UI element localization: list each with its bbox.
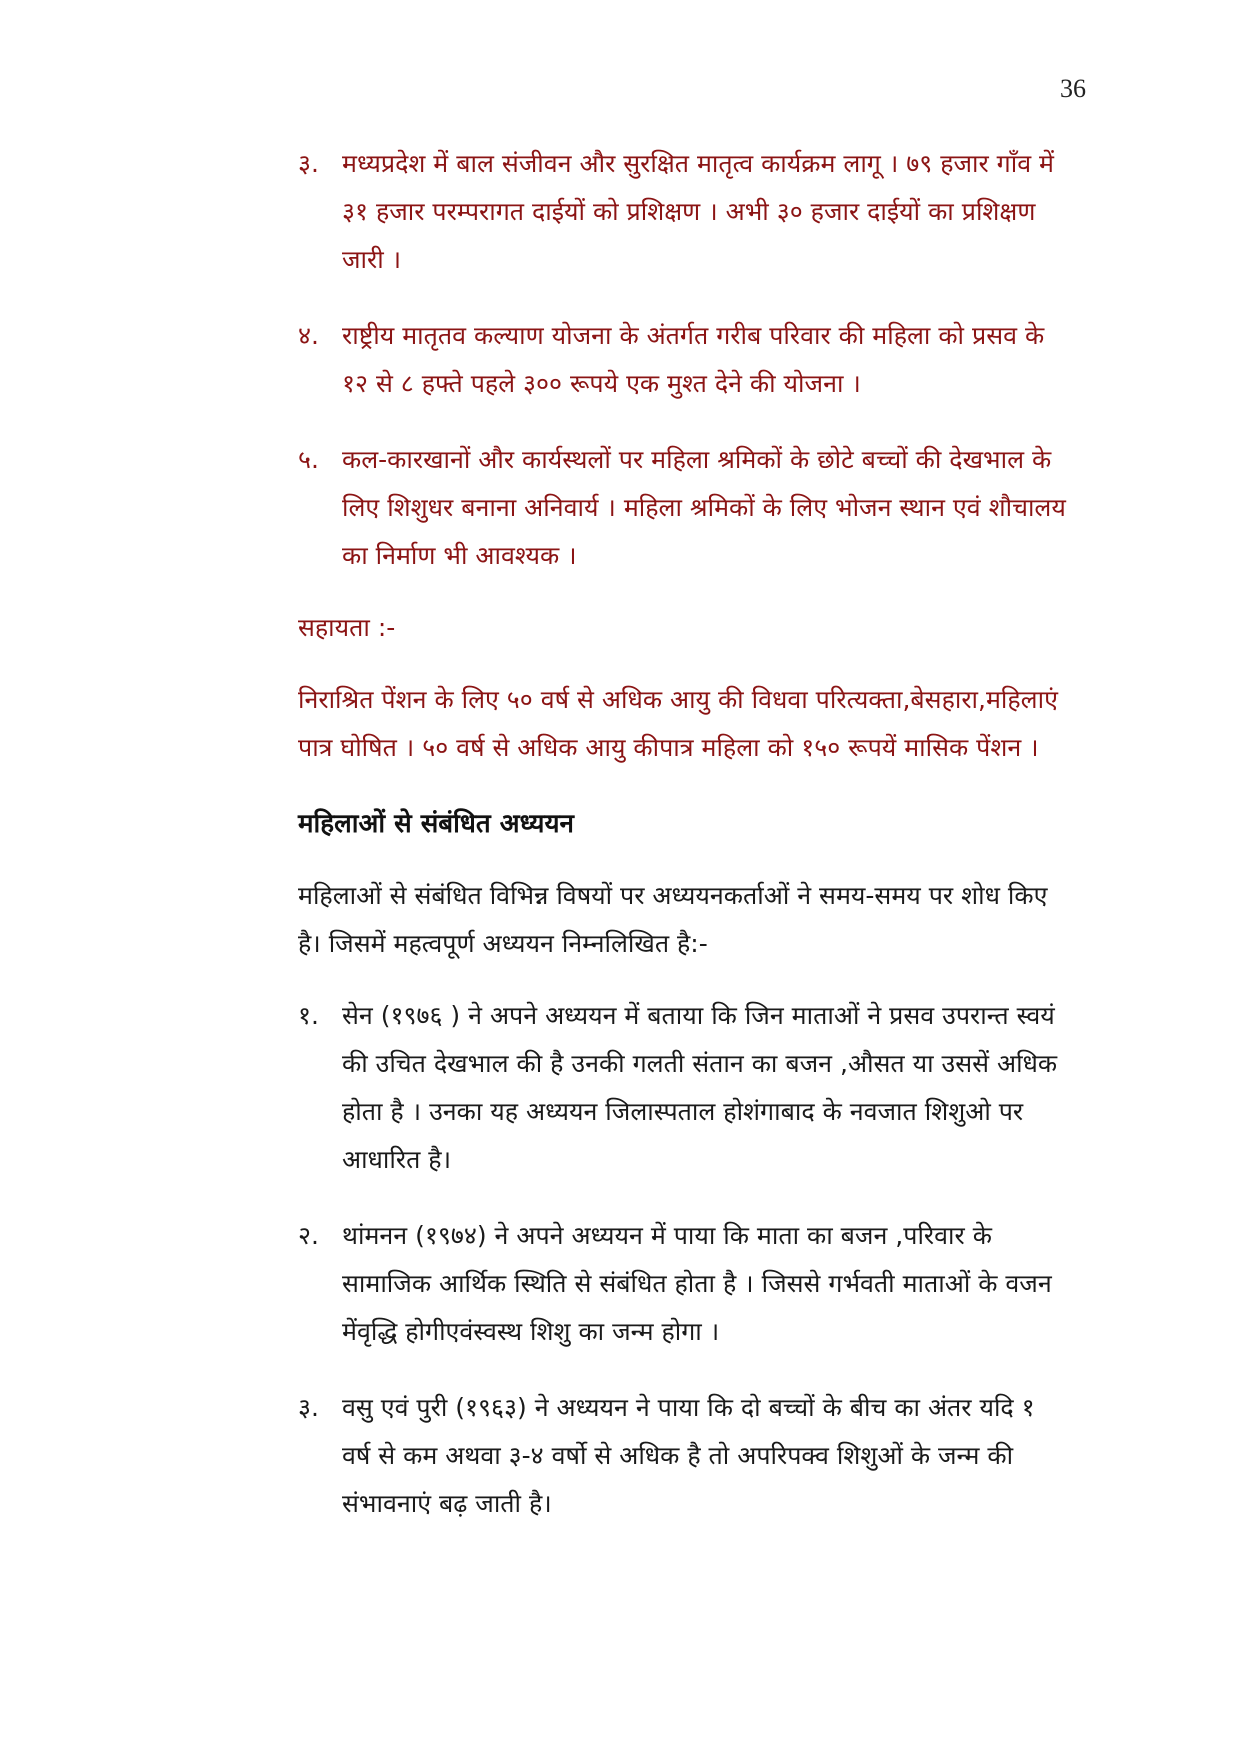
list-item-number: ३. — [298, 149, 319, 178]
list-item — [298, 436, 1068, 580]
studies-intro-paragraph: महिलाओं से संबंधित विभिन्न विषयों पर अध्ययनकर्ताओं ने समय-समय पर शोध किए है। जिसमें महत्वपूर्ण अध्ययन निम्नलिखित है:- — [298, 881, 1048, 958]
list-item — [298, 1384, 1068, 1528]
list-item-number: ३. — [298, 1393, 319, 1422]
assistance-label: सहायता :- — [298, 613, 396, 642]
list-item-number: ४. — [298, 321, 319, 350]
list-item-number: १. — [298, 1001, 319, 1030]
list-item-text: सेन (१९७६ ) ने अपने अध्ययन में बताया कि जिन माताओं ने प्रसव उपरान्त स्वयं की उचित देखभाल की है उनकी गलती संतान का बजन ,औसत या उससें अधिक होता है । उनका यह अध्ययन जिलास्पताल होशंगाबाद के नवजात शिशुओ पर आधारित है। — [342, 1001, 1058, 1174]
section-heading: महिलाओं से संबंधित अध्ययन — [298, 809, 574, 839]
list-item-text: थांमनन (१९७४) ने अपने अध्ययन में पाया कि माता का बजन ,परिवार के सामाजिक आर्थिक स्थिति से संबंधित होता है । जिससे गर्भवती माताओं के वजन मेंवृद्धि होगीएवंस्वस्थ शिशु का जन्म होगा । — [342, 1221, 1052, 1346]
list-item-number: २. — [298, 1221, 319, 1250]
list-item-text: कल-कारखानों और कार्यस्थलों पर महिला श्रमिकों के छोटे बच्चों की देखभाल के लिए शिशुधर बनाना अनिवार्य । महिला श्रमिकों के लिए भोजन स्थान एवं शौचालय का निर्माण भी आवश्यक । — [342, 445, 1066, 570]
list-item — [298, 992, 1068, 1184]
list-item — [298, 312, 1068, 408]
list-item-text: वसु एवं पुरी (१९६३) ने अध्ययन ने पाया कि दो बच्चों के बीच का अंतर यदि १ वर्ष से कम अथवा ३-४ वर्षो से अधिक है तो अपरिपक्व शिशुओं के जन्म की संभावनाएं बढ़ जाती है। — [342, 1393, 1035, 1518]
list-item-text: मध्यप्रदेश में बाल संजीवन और सुरक्षित मातृत्व कार्यक्रम लागू । ७९ हजार गाँव में ३१ हजार परम्परागत दाईयों को प्रशिक्षण । अभी ३० हजार दाईयों का प्रशिक्षण जारी । — [342, 149, 1055, 274]
page-content — [298, 140, 1068, 1528]
list-item — [298, 1212, 1068, 1356]
list-item-text: राष्ट्रीय मातृतव कल्याण योजना के अंतर्गत गरीब परिवार की महिला को प्रसव के १२ से ८ हफ्ते पहले ३०० रूपये एक मुश्त देने की योजना । — [342, 321, 1045, 398]
assistance-paragraph: निराश्रित पेंशन के लिए ५० वर्ष से अधिक आयु की विधवा परित्यक्ता,बेसहारा,महिलाएं पात्र घोषित । ५० वर्ष से अधिक आयु कीपात्र महिला को १५० रूपयें मासिक पेंशन । — [298, 685, 1058, 762]
list-item — [298, 140, 1068, 284]
list-item-number: ५. — [298, 445, 319, 474]
page-number: 36 — [1060, 74, 1086, 103]
